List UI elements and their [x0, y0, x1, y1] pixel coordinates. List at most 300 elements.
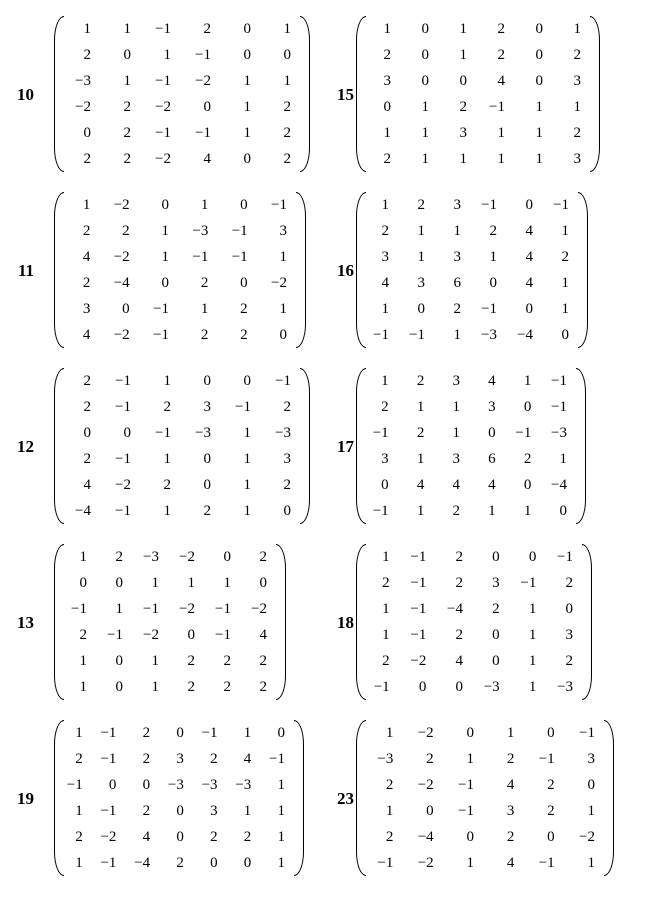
matrix-cell: 1: [587, 854, 595, 871]
matrix-row: [60, 596, 276, 622]
matrix-cell: 1: [421, 150, 429, 167]
matrix-cell: 1: [528, 678, 537, 695]
matrix-cell: −1: [100, 802, 117, 819]
matrix-cell: 3: [573, 72, 581, 89]
matrix-row: [60, 322, 296, 348]
matrix-cell: 1: [243, 424, 251, 441]
matrix-cell: 6: [453, 274, 461, 291]
matrix-cell: 2: [385, 828, 394, 845]
matrix-cell: −1: [153, 300, 169, 317]
matrix-cell: −1: [553, 196, 569, 213]
matrix-cell: 1: [466, 854, 474, 871]
matrix-cell: 0: [223, 548, 231, 565]
matrix-cell: −1: [373, 678, 390, 695]
matrix-row: [362, 218, 578, 244]
matrix-cell: 1: [385, 724, 394, 741]
matrix-cell: −2: [113, 196, 130, 213]
matrix-cell: 1: [523, 502, 532, 519]
matrix-cell: −3: [481, 326, 497, 343]
matrix-cell: 1: [82, 196, 91, 213]
matrix-cell: 0: [240, 196, 248, 213]
right-parenthesis: [300, 368, 310, 524]
matrix-cell: 2: [142, 724, 151, 741]
matrix-cell: −4: [447, 600, 463, 617]
matrix-label: 16: [337, 261, 354, 280]
matrix-cell: 0: [492, 652, 500, 669]
matrix-cell: 2: [506, 828, 515, 845]
matrix-cell: 1: [382, 548, 390, 565]
matrix-label: 15: [337, 85, 354, 104]
matrix-cell: 2: [122, 222, 130, 239]
matrix-cell: 1: [452, 424, 460, 441]
matrix-cell: 3: [453, 248, 461, 265]
matrix-cell: 2: [200, 326, 209, 343]
right-parenthesis: [576, 368, 586, 524]
matrix-cell: 2: [523, 450, 532, 467]
matrix-cell: 1: [382, 626, 390, 643]
matrix-cell: 0: [122, 300, 130, 317]
matrix-row: [60, 498, 300, 524]
matrix-grid: [60, 16, 300, 172]
matrix-cell: 0: [466, 724, 474, 741]
matrix-grid: [60, 192, 296, 348]
matrix-cell: 2: [203, 502, 211, 519]
matrix-cell: 3: [488, 398, 496, 415]
matrix-cell: −2: [271, 274, 287, 291]
matrix-cell: 0: [161, 274, 169, 291]
matrix-cell: 2: [561, 248, 569, 265]
matrix-cell: −1: [373, 326, 389, 343]
matrix-row: [362, 420, 576, 446]
matrix-cell: 2: [223, 678, 231, 695]
matrix-row: [362, 772, 604, 798]
matrix-cell: 4: [488, 476, 496, 493]
matrix-cell: −3: [483, 678, 500, 695]
matrix-cell: 1: [277, 828, 285, 845]
matrix-cell: 1: [277, 854, 285, 871]
matrix-cell: 2: [259, 548, 267, 565]
matrix-cell: −1: [100, 724, 117, 741]
matrix-row: [60, 16, 300, 42]
matrix-cell: 1: [123, 20, 131, 37]
matrix-row: [362, 322, 578, 348]
matrix-cell: −3: [75, 72, 91, 89]
right-parenthesis: [276, 544, 286, 700]
matrix-cell: 0: [523, 398, 532, 415]
matrix-cell: 1: [279, 300, 287, 317]
matrix-cell: 0: [203, 98, 211, 115]
matrix-cell: −1: [115, 502, 131, 519]
matrix-cell: −2: [179, 600, 195, 617]
matrix-row: [362, 850, 604, 876]
matrix-11: [6, 192, 306, 350]
matrix-cell: 3: [453, 196, 461, 213]
matrix-18: [326, 544, 592, 702]
matrix-row: [60, 42, 300, 68]
matrix-cell: 2: [82, 274, 91, 291]
matrix-cell: −2: [113, 248, 130, 265]
matrix-cell: −4: [517, 326, 533, 343]
matrix-cell: 0: [535, 46, 543, 63]
matrix-cell: 1: [421, 124, 429, 141]
matrix-cell: 2: [142, 750, 151, 767]
matrix-cell: −3: [195, 424, 211, 441]
matrix-cell: 1: [277, 802, 285, 819]
matrix-cell: 1: [561, 274, 569, 291]
matrix-cell: 1: [200, 300, 209, 317]
matrix-cell: 1: [163, 502, 171, 519]
matrix-cell: 0: [426, 802, 434, 819]
matrix-cell: 4: [506, 854, 515, 871]
matrix-cell: 0: [203, 476, 211, 493]
matrix-cell: 1: [161, 248, 169, 265]
matrix-row: [362, 570, 582, 596]
matrix-cell: 1: [383, 20, 391, 37]
matrix-cell: 0: [466, 828, 474, 845]
matrix-cell: 2: [176, 854, 184, 871]
matrix-cell: −1: [66, 776, 83, 793]
matrix-row: [362, 472, 576, 498]
matrix-cell: 1: [416, 502, 425, 519]
matrix-cell: 1: [83, 20, 91, 37]
matrix-cell: 4: [416, 476, 425, 493]
matrix-cell: 2: [283, 124, 291, 141]
matrix-cell: −1: [410, 626, 427, 643]
matrix-cell: 3: [573, 150, 581, 167]
matrix-cell: −1: [372, 502, 389, 519]
matrix-cell: 0: [283, 502, 291, 519]
matrix-cell: 0: [535, 20, 543, 37]
right-parenthesis: [582, 544, 592, 700]
matrix-cell: 1: [528, 626, 537, 643]
matrix-cell: 1: [283, 72, 291, 89]
matrix-cell: 1: [75, 854, 83, 871]
matrix-cell: −2: [115, 476, 131, 493]
matrix-row: [60, 296, 296, 322]
matrix-cell: 0: [243, 20, 251, 37]
matrix-cell: −2: [143, 626, 159, 643]
matrix-cell: 2: [416, 372, 425, 389]
matrix-cell: 2: [382, 574, 390, 591]
matrix-cell: 0: [243, 372, 251, 389]
matrix-cell: 2: [426, 750, 434, 767]
matrix-row: [60, 420, 300, 446]
matrix-row: [362, 746, 604, 772]
matrix-cell: −1: [115, 372, 131, 389]
matrix-cell: 0: [142, 776, 151, 793]
matrix-row: [362, 368, 576, 394]
matrix-cell: 2: [416, 424, 425, 441]
matrix-cell: 0: [176, 802, 184, 819]
matrix-cell: 1: [573, 20, 581, 37]
matrix-cell: −1: [195, 46, 211, 63]
right-parenthesis: [300, 16, 310, 172]
right-parenthesis: [604, 720, 614, 876]
matrix-cell: 1: [528, 652, 537, 669]
matrix-cell: −1: [71, 600, 87, 617]
matrix-cell: −1: [100, 750, 117, 767]
matrix-cell: 3: [381, 450, 389, 467]
matrix-cell: 0: [381, 476, 389, 493]
matrix-row: [60, 674, 276, 700]
matrix-cell: −4: [417, 828, 434, 845]
matrix-cell: 0: [535, 72, 543, 89]
matrix-cell: −1: [481, 300, 497, 317]
matrix-row: [362, 42, 590, 68]
matrix-cell: 2: [283, 98, 291, 115]
matrix-cell: −3: [235, 776, 252, 793]
matrix-cell: 3: [492, 574, 500, 591]
matrix-cell: 2: [123, 98, 131, 115]
matrix-cell: −1: [515, 424, 532, 441]
matrix-cell: 3: [82, 300, 91, 317]
matrix-cell: 1: [161, 222, 169, 239]
matrix-cell: 1: [277, 776, 285, 793]
matrix-label: 10: [17, 85, 34, 104]
matrix-cell: 2: [381, 222, 389, 239]
matrix-cell: −1: [155, 424, 171, 441]
matrix-cell: 1: [381, 196, 389, 213]
matrix-cell: 1: [243, 450, 251, 467]
matrix-row: [362, 824, 604, 850]
matrix-cell: 3: [210, 802, 218, 819]
matrix-row: [362, 596, 582, 622]
matrix-cell: 1: [417, 248, 425, 265]
matrix-cell: 1: [417, 222, 425, 239]
right-parenthesis: [296, 192, 306, 348]
right-parenthesis: [578, 192, 588, 348]
matrix-row: [60, 192, 296, 218]
matrix-cell: 2: [417, 196, 425, 213]
matrix-cell: 1: [163, 372, 171, 389]
matrix-cell: −1: [489, 98, 505, 115]
matrix-cell: 1: [459, 20, 467, 37]
matrix-cell: 4: [455, 652, 463, 669]
matrix-cell: 2: [565, 574, 573, 591]
matrix-cell: 0: [421, 20, 429, 37]
matrix-cell: 0: [115, 652, 123, 669]
matrix-15: [326, 16, 600, 174]
matrix-cell: 1: [559, 450, 567, 467]
matrix-cell: 1: [283, 20, 291, 37]
matrix-cell: 0: [123, 46, 131, 63]
matrix-cell: −1: [551, 372, 567, 389]
matrix-cell: −2: [155, 98, 171, 115]
matrix-cell: −1: [410, 574, 427, 591]
matrix-cell: 1: [151, 652, 159, 669]
matrix-row: [362, 446, 576, 472]
matrix-cell: 1: [506, 724, 515, 741]
matrix-cell: 1: [279, 248, 287, 265]
matrix-cell: 3: [565, 626, 573, 643]
matrix-cell: 0: [83, 124, 91, 141]
matrix-label: 11: [17, 261, 34, 280]
matrix-cell: 1: [489, 248, 497, 265]
matrix-row: [362, 16, 590, 42]
matrix-row: [60, 120, 300, 146]
matrix-cell: −1: [215, 626, 231, 643]
matrix-cell: 0: [79, 574, 87, 591]
matrix-cell: 2: [83, 372, 91, 389]
matrix-cell: 1: [163, 450, 171, 467]
matrix-cell: 2: [283, 398, 291, 415]
matrix-cell: 2: [75, 750, 83, 767]
matrix-row: [362, 544, 582, 570]
matrix-cell: 0: [283, 46, 291, 63]
matrix-row: [362, 146, 590, 172]
matrix-cell: 0: [559, 502, 567, 519]
matrix-cell: 1: [382, 600, 390, 617]
matrix-row: [60, 94, 300, 120]
matrix-cell: −2: [251, 600, 267, 617]
matrix-cell: 1: [223, 574, 231, 591]
matrix-cell: 3: [587, 750, 595, 767]
matrix-cell: 2: [455, 626, 463, 643]
matrix-row: [58, 850, 294, 876]
matrix-cell: −1: [275, 372, 291, 389]
matrix-cell: 3: [506, 802, 515, 819]
matrix-cell: 2: [243, 828, 252, 845]
matrix-cell: 3: [452, 450, 460, 467]
matrix-cell: −4: [134, 854, 151, 871]
matrix-label: 17: [337, 437, 354, 456]
matrix-cell: −3: [167, 776, 184, 793]
matrix-cell: 0: [488, 424, 496, 441]
matrix-cell: 2: [79, 626, 87, 643]
matrix-cell: −4: [75, 502, 91, 519]
matrix-cell: 3: [417, 274, 425, 291]
matrix-row: [58, 798, 294, 824]
matrix-cell: 1: [535, 150, 543, 167]
matrix-cell: 6: [488, 450, 496, 467]
matrix-cell: 0: [418, 678, 427, 695]
matrix-cell: 1: [187, 574, 195, 591]
matrix-cell: −1: [201, 724, 218, 741]
matrix-cell: 2: [163, 476, 171, 493]
matrix-cell: 1: [452, 398, 460, 415]
matrix-cell: −2: [75, 98, 91, 115]
matrix-cell: 2: [497, 20, 505, 37]
matrix-cell: −1: [195, 124, 211, 141]
matrix-label: 19: [17, 789, 34, 808]
matrix-cell: −1: [100, 854, 117, 871]
matrix-cell: 1: [561, 222, 569, 239]
matrix-cell: −1: [551, 398, 567, 415]
matrix-cell: 1: [535, 98, 543, 115]
matrix-cell: 0: [421, 72, 429, 89]
matrix-cell: −2: [417, 724, 434, 741]
matrix-cell: −1: [579, 724, 595, 741]
matrix-cell: 0: [489, 274, 497, 291]
matrix-cell: 0: [417, 300, 425, 317]
matrix-row: [362, 296, 578, 322]
matrix-row: [60, 570, 276, 596]
matrix-cell: 0: [176, 828, 184, 845]
matrix-23: [326, 720, 614, 878]
matrix-cell: 4: [452, 476, 460, 493]
matrix-cell: 2: [455, 574, 463, 591]
matrix-row: [58, 824, 294, 850]
matrix-17: [326, 368, 586, 526]
matrix-cell: 0: [259, 574, 267, 591]
matrix-cell: 2: [83, 398, 91, 415]
matrix-cell: 1: [416, 398, 425, 415]
matrix-cell: 2: [382, 652, 390, 669]
matrix-cell: −3: [557, 678, 573, 695]
matrix-10: [6, 16, 310, 174]
matrix-cell: 4: [488, 372, 496, 389]
matrix-cell: 2: [283, 476, 291, 493]
matrix-cell: 0: [492, 626, 500, 643]
matrix-cell: 2: [203, 20, 211, 37]
matrix-cell: 2: [115, 548, 123, 565]
matrix-cell: 2: [573, 124, 581, 141]
matrix-cell: 3: [283, 450, 291, 467]
matrix-cell: −3: [192, 222, 209, 239]
matrix-cell: 2: [381, 398, 389, 415]
matrix-cell: 2: [75, 828, 83, 845]
matrix-cell: 2: [210, 828, 218, 845]
matrix-cell: 1: [79, 678, 87, 695]
matrix-cell: 4: [82, 326, 91, 343]
matrix-row: [58, 746, 294, 772]
matrix-cell: 1: [466, 750, 474, 767]
matrix-cell: −1: [143, 600, 159, 617]
matrix-cell: 4: [259, 626, 267, 643]
matrix-cell: 1: [200, 196, 209, 213]
matrix-row: [60, 648, 276, 674]
matrix-cell: −2: [417, 854, 434, 871]
matrix-cell: 2: [455, 548, 463, 565]
matrix-row: [60, 68, 300, 94]
matrix-cell: 1: [75, 724, 83, 741]
matrix-cell: 4: [525, 248, 533, 265]
matrix-cell: 0: [525, 300, 533, 317]
matrix-cell: 1: [151, 574, 159, 591]
matrix-cell: −1: [409, 326, 425, 343]
matrix-row: [60, 368, 300, 394]
matrix-grid: [362, 544, 582, 700]
matrix-cell: 0: [243, 854, 252, 871]
matrix-cell: 2: [82, 222, 91, 239]
matrix-cell: 0: [561, 326, 569, 343]
matrix-cell: 4: [83, 476, 91, 493]
matrix-cell: 2: [83, 150, 91, 167]
matrix-cell: 2: [83, 450, 91, 467]
matrix-row: [60, 270, 296, 296]
matrix-label: 12: [17, 437, 34, 456]
matrix-cell: 2: [459, 98, 467, 115]
matrix-cell: 1: [497, 124, 505, 141]
matrix-12: [6, 368, 310, 526]
matrix-cell: −4: [551, 476, 567, 493]
matrix-cell: 2: [142, 802, 151, 819]
matrix-cell: 0: [528, 548, 537, 565]
matrix-cell: 1: [79, 652, 87, 669]
matrix-cell: −1: [520, 574, 537, 591]
matrix-cell: −2: [579, 828, 595, 845]
matrix-cell: −3: [143, 548, 159, 565]
matrix-row: [362, 192, 578, 218]
matrix-cell: −1: [192, 248, 209, 265]
matrix-cell: 1: [163, 46, 171, 63]
matrix-cell: 0: [243, 46, 251, 63]
matrix-cell: 1: [453, 222, 461, 239]
matrix-19: [6, 720, 302, 878]
matrix-cell: 3: [203, 398, 211, 415]
matrix-row: [362, 120, 590, 146]
matrix-cell: 0: [492, 548, 500, 565]
